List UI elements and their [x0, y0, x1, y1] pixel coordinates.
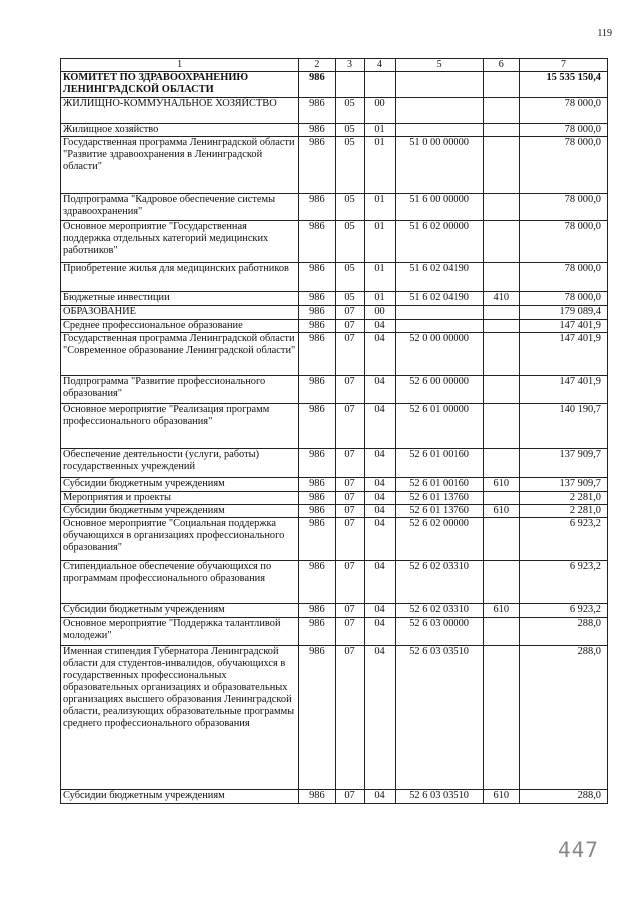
row-code-cell: 986 — [299, 478, 335, 492]
row-sum-cell: 6 923,2 — [519, 561, 607, 604]
row-sum-cell: 6 923,2 — [519, 604, 607, 618]
table-row — [61, 72, 608, 98]
table-row — [61, 646, 608, 790]
handwritten-page-stamp: 447 — [558, 838, 599, 862]
table-row — [61, 478, 608, 492]
row-subsection-cell: 01 — [364, 292, 395, 306]
column-header: 2 — [299, 59, 335, 72]
column-header: 5 — [395, 59, 483, 72]
row-subsection-cell: 04 — [364, 790, 395, 804]
row-name-cell: Мероприятия и проекты — [61, 492, 299, 505]
row-subsection-cell: 04 — [364, 449, 395, 478]
table-row — [61, 618, 608, 646]
row-target-article-cell — [395, 98, 483, 124]
row-sum-cell: 6 923,2 — [519, 518, 607, 561]
row-subsection-cell — [364, 72, 395, 98]
row-sum-cell: 140 190,7 — [519, 404, 607, 449]
row-target-article-cell: 51 6 02 00000 — [395, 221, 483, 263]
row-name-cell: ОБРАЗОВАНИЕ — [61, 306, 299, 320]
row-subsection-cell: 04 — [364, 505, 395, 518]
table-header-row — [61, 59, 608, 72]
row-sum-cell: 147 401,9 — [519, 320, 607, 333]
row-section-cell: 07 — [335, 376, 364, 404]
row-name-cell: Стипендиальное обеспечение обучающихся по программам профессионального образования — [61, 561, 299, 604]
row-target-article-cell: 51 0 00 00000 — [395, 137, 483, 194]
row-sum-cell: 15 535 150,4 — [519, 72, 607, 98]
row-section-cell — [335, 72, 364, 98]
row-subsection-cell: 00 — [364, 98, 395, 124]
row-expense-type-cell — [483, 72, 519, 98]
table-body — [61, 72, 608, 804]
table-row — [61, 221, 608, 263]
row-name-cell: Основное мероприятие "Реализация программ профессионального образования" — [61, 404, 299, 449]
row-target-article-cell: 52 6 01 00160 — [395, 478, 483, 492]
table-row — [61, 263, 608, 292]
row-subsection-cell: 01 — [364, 263, 395, 292]
row-section-cell: 05 — [335, 221, 364, 263]
row-code-cell: 986 — [299, 618, 335, 646]
row-name-cell: Подпрограмма "Развитие профессионального образования" — [61, 376, 299, 404]
row-target-article-cell — [395, 124, 483, 137]
table-row — [61, 376, 608, 404]
row-sum-cell: 288,0 — [519, 790, 607, 804]
table-row — [61, 137, 608, 194]
row-subsection-cell: 00 — [364, 306, 395, 320]
row-name-cell: ЖИЛИЩНО-КОММУНАЛЬНОЕ ХОЗЯЙСТВО — [61, 98, 299, 124]
row-code-cell: 986 — [299, 306, 335, 320]
table-row — [61, 404, 608, 449]
column-header: 3 — [335, 59, 364, 72]
row-code-cell: 986 — [299, 449, 335, 478]
table-row — [61, 604, 608, 618]
row-sum-cell: 78 000,0 — [519, 98, 607, 124]
row-subsection-cell: 04 — [364, 320, 395, 333]
row-code-cell: 986 — [299, 98, 335, 124]
row-section-cell: 07 — [335, 320, 364, 333]
row-name-cell: Жилищное хозяйство — [61, 124, 299, 137]
row-expense-type-cell: 610 — [483, 505, 519, 518]
row-expense-type-cell — [483, 449, 519, 478]
row-section-cell: 07 — [335, 404, 364, 449]
row-name-cell: Государственная программа Ленинградской области "Современное образование Ленинградской области" — [61, 333, 299, 376]
row-name-cell: КОМИТЕТ ПО ЗДРАВООХРАНЕНИЮ ЛЕНИНГРАДСКОЙ ОБЛАСТИ — [61, 72, 299, 98]
row-name-cell: Субсидии бюджетным учреждениям — [61, 604, 299, 618]
row-section-cell: 05 — [335, 263, 364, 292]
row-subsection-cell: 04 — [364, 604, 395, 618]
row-expense-type-cell: 610 — [483, 790, 519, 804]
row-code-cell: 986 — [299, 194, 335, 221]
row-name-cell: Обеспечение деятельности (услуги, работы) государственных учреждений — [61, 449, 299, 478]
row-code-cell: 986 — [299, 376, 335, 404]
row-expense-type-cell — [483, 333, 519, 376]
row-expense-type-cell — [483, 320, 519, 333]
row-sum-cell: 2 281,0 — [519, 492, 607, 505]
page-number: 119 — [597, 28, 612, 39]
row-subsection-cell: 01 — [364, 137, 395, 194]
row-subsection-cell: 04 — [364, 561, 395, 604]
row-name-cell: Основное мероприятие "Поддержка талантливой молодежи" — [61, 618, 299, 646]
row-target-article-cell: 52 6 01 00160 — [395, 449, 483, 478]
row-sum-cell: 147 401,9 — [519, 376, 607, 404]
row-name-cell: Бюджетные инвестиции — [61, 292, 299, 306]
row-name-cell: Именная стипендия Губернатора Ленинградской области для студентов-инвалидов, обучающихся в государственных профессиональных образовательных организациях и образовательных организациях высшего образования Ленинградской области, реализующих образовательные программы среднего профессионального образования — [61, 646, 299, 790]
row-sum-cell: 78 000,0 — [519, 124, 607, 137]
row-code-cell: 986 — [299, 72, 335, 98]
row-subsection-cell: 04 — [364, 404, 395, 449]
row-section-cell: 07 — [335, 492, 364, 505]
table-row — [61, 505, 608, 518]
row-expense-type-cell — [483, 137, 519, 194]
row-section-cell: 07 — [335, 561, 364, 604]
row-target-article-cell: 51 6 02 04190 — [395, 292, 483, 306]
table-row — [61, 98, 608, 124]
row-section-cell: 07 — [335, 449, 364, 478]
row-section-cell: 07 — [335, 306, 364, 320]
row-target-article-cell: 52 6 01 13760 — [395, 505, 483, 518]
row-target-article-cell: 52 6 03 03510 — [395, 790, 483, 804]
table-row — [61, 790, 608, 804]
row-sum-cell: 78 000,0 — [519, 137, 607, 194]
row-code-cell: 986 — [299, 518, 335, 561]
table-row — [61, 449, 608, 478]
row-sum-cell: 137 909,7 — [519, 478, 607, 492]
row-subsection-cell: 04 — [364, 376, 395, 404]
row-subsection-cell: 04 — [364, 333, 395, 376]
row-expense-type-cell — [483, 404, 519, 449]
row-target-article-cell: 52 0 00 00000 — [395, 333, 483, 376]
row-section-cell: 07 — [335, 505, 364, 518]
column-header: 7 — [519, 59, 607, 72]
row-subsection-cell: 04 — [364, 492, 395, 505]
row-section-cell: 07 — [335, 518, 364, 561]
row-expense-type-cell — [483, 263, 519, 292]
table-row — [61, 518, 608, 561]
row-expense-type-cell — [483, 492, 519, 505]
row-code-cell: 986 — [299, 124, 335, 137]
row-subsection-cell: 01 — [364, 124, 395, 137]
row-code-cell: 986 — [299, 604, 335, 618]
row-section-cell: 07 — [335, 618, 364, 646]
row-section-cell: 05 — [335, 194, 364, 221]
row-subsection-cell: 04 — [364, 618, 395, 646]
table-row — [61, 320, 608, 333]
row-expense-type-cell — [483, 306, 519, 320]
row-subsection-cell: 04 — [364, 518, 395, 561]
row-code-cell: 986 — [299, 646, 335, 790]
row-target-article-cell — [395, 306, 483, 320]
row-expense-type-cell — [483, 518, 519, 561]
row-section-cell: 07 — [335, 646, 364, 790]
row-expense-type-cell: 410 — [483, 292, 519, 306]
row-section-cell: 05 — [335, 292, 364, 306]
budget-table — [60, 58, 608, 804]
row-section-cell: 05 — [335, 124, 364, 137]
row-code-cell: 986 — [299, 561, 335, 604]
row-sum-cell: 78 000,0 — [519, 292, 607, 306]
row-name-cell: Среднее профессиональное образование — [61, 320, 299, 333]
row-code-cell: 986 — [299, 333, 335, 376]
table-row — [61, 124, 608, 137]
row-subsection-cell: 04 — [364, 478, 395, 492]
row-code-cell: 986 — [299, 221, 335, 263]
row-target-article-cell: 51 6 02 04190 — [395, 263, 483, 292]
row-code-cell: 986 — [299, 320, 335, 333]
table-row — [61, 292, 608, 306]
row-expense-type-cell — [483, 646, 519, 790]
row-expense-type-cell — [483, 618, 519, 646]
row-code-cell: 986 — [299, 505, 335, 518]
column-header: 6 — [483, 59, 519, 72]
row-target-article-cell: 52 6 00 00000 — [395, 376, 483, 404]
row-name-cell: Субсидии бюджетным учреждениям — [61, 478, 299, 492]
row-subsection-cell: 01 — [364, 194, 395, 221]
row-section-cell: 05 — [335, 98, 364, 124]
row-code-cell: 986 — [299, 292, 335, 306]
row-target-article-cell: 51 6 00 00000 — [395, 194, 483, 221]
row-target-article-cell: 52 6 03 03510 — [395, 646, 483, 790]
column-header: 4 — [364, 59, 395, 72]
table-row — [61, 333, 608, 376]
row-expense-type-cell: 610 — [483, 478, 519, 492]
row-expense-type-cell: 610 — [483, 604, 519, 618]
row-section-cell: 07 — [335, 604, 364, 618]
row-code-cell: 986 — [299, 492, 335, 505]
row-target-article-cell — [395, 320, 483, 333]
row-name-cell: Субсидии бюджетным учреждениям — [61, 505, 299, 518]
row-sum-cell: 288,0 — [519, 646, 607, 790]
row-target-article-cell: 52 6 01 00000 — [395, 404, 483, 449]
row-name-cell: Приобретение жилья для медицинских работников — [61, 263, 299, 292]
table-row — [61, 561, 608, 604]
row-expense-type-cell — [483, 194, 519, 221]
column-header: 1 — [61, 59, 299, 72]
table-row — [61, 492, 608, 505]
row-section-cell: 07 — [335, 790, 364, 804]
row-sum-cell: 137 909,7 — [519, 449, 607, 478]
row-name-cell: Основное мероприятие "Государственная поддержка отдельных категорий медицинских работников" — [61, 221, 299, 263]
row-sum-cell: 78 000,0 — [519, 221, 607, 263]
row-subsection-cell: 01 — [364, 221, 395, 263]
row-code-cell: 986 — [299, 790, 335, 804]
row-code-cell: 986 — [299, 404, 335, 449]
row-section-cell: 07 — [335, 478, 364, 492]
row-expense-type-cell — [483, 221, 519, 263]
table-row — [61, 194, 608, 221]
row-name-cell: Государственная программа Ленинградской области "Развитие здравоохранения в Ленинградской области" — [61, 137, 299, 194]
row-code-cell: 986 — [299, 263, 335, 292]
row-target-article-cell: 52 6 01 13760 — [395, 492, 483, 505]
table-row — [61, 306, 608, 320]
row-name-cell: Подпрограмма "Кадровое обеспечение системы здравоохранения" — [61, 194, 299, 221]
row-sum-cell: 179 089,4 — [519, 306, 607, 320]
row-subsection-cell: 04 — [364, 646, 395, 790]
row-target-article-cell: 52 6 02 03310 — [395, 561, 483, 604]
row-name-cell: Субсидии бюджетным учреждениям — [61, 790, 299, 804]
row-section-cell: 05 — [335, 137, 364, 194]
row-code-cell: 986 — [299, 137, 335, 194]
row-target-article-cell: 52 6 02 00000 — [395, 518, 483, 561]
row-name-cell: Основное мероприятие "Социальная поддержка обучающихся в организациях профессионального образования" — [61, 518, 299, 561]
row-sum-cell: 147 401,9 — [519, 333, 607, 376]
row-sum-cell: 2 281,0 — [519, 505, 607, 518]
row-sum-cell: 78 000,0 — [519, 194, 607, 221]
row-expense-type-cell — [483, 124, 519, 137]
row-target-article-cell: 52 6 02 03310 — [395, 604, 483, 618]
row-sum-cell: 78 000,0 — [519, 263, 607, 292]
row-target-article-cell: 52 6 03 00000 — [395, 618, 483, 646]
row-expense-type-cell — [483, 561, 519, 604]
row-expense-type-cell — [483, 98, 519, 124]
row-expense-type-cell — [483, 376, 519, 404]
row-sum-cell: 288,0 — [519, 618, 607, 646]
row-target-article-cell — [395, 72, 483, 98]
row-section-cell: 07 — [335, 333, 364, 376]
